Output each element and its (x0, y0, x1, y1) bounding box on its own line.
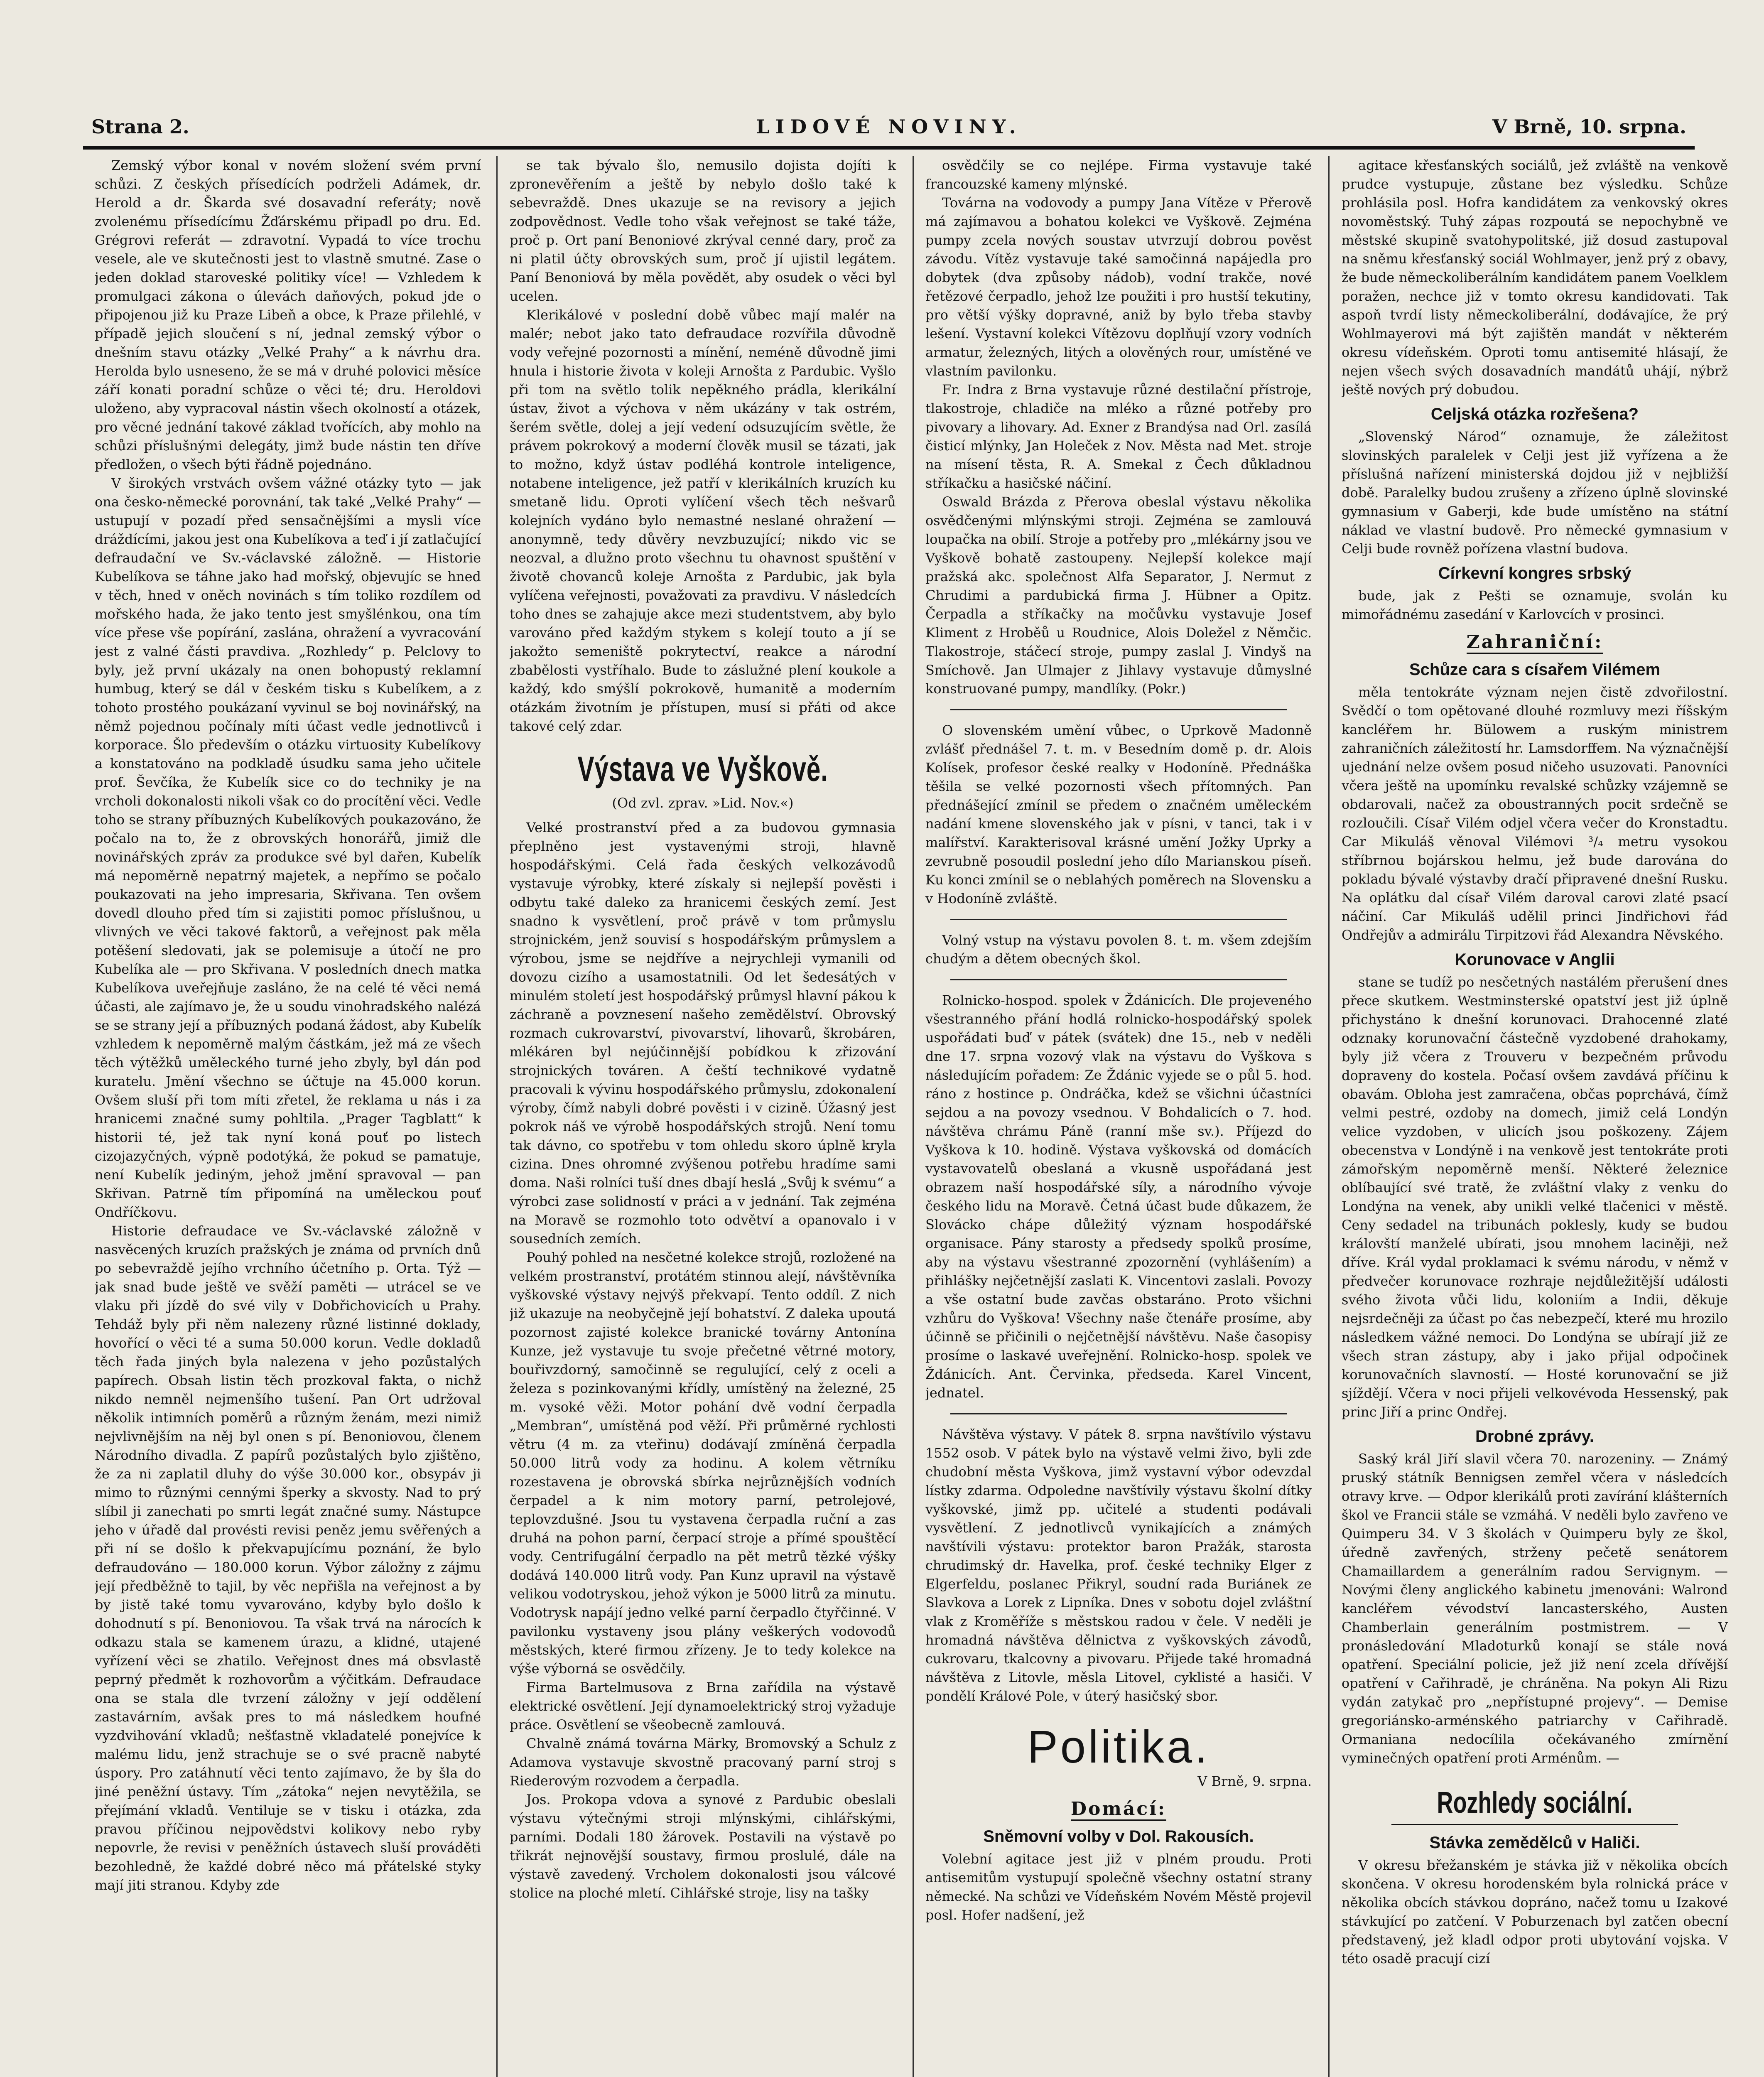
column-1 (95, 156, 481, 2077)
article-paragraph: „Slovenský Národ“ oznamuje, že záležitost slovinských paralelek v Celji jest již vyřízena a že příslušná nařízení ministerská dojdou již v nejbližší době. Paralelky budou zrušeny a zřízeno úplně slovinské gymnasium v Gaberji, kde bude umístěno na státní náklad ve vlastní budově. Pro německé gymnasium v Celji bude rovněž pořízena vlastní budova. (1342, 429, 1728, 557)
article-paragraph: Chvalně známá továrna Märky, Bromovský a Schulz z Adamova vystavuje skvostně pracovaný parní stroj s Riederovým rozvodem a čerpadla. (510, 1736, 896, 1789)
article-paragraph: Firma Bartelmusova z Brna zařídila na výstavě elektrické osvětlení. Její dynamoelektrický stroj vyžaduje práce. Osvětlení se všeobecně zamlouvá. (510, 1679, 896, 1733)
column-divider (1328, 156, 1330, 2077)
article-paragraph: O slovenském umění vůbec, o Uprkově Madonně zvlášť přednášel 7. t. m. v Besedním domě p. dr. Alois Kolísek, profesor české realky v Hodoníně. Přednáška těšila se velké pozornosti všech přítomných. Pan přednášející zmínil se předem o značném uměleckém nadání kmene slovenského jak v písni, v tanci, tak i v malířství. Karakterisoval krásné umění Jožky Uprky a zevrubně posoudil poslední jeho dílo Marianskou píseň. Ku konci zmínil se o neblahých poměrech na Slovensku a v Hodoníně zvláště. (925, 722, 1312, 906)
vystava-subheading: (Od zvl. zprav. »Lid. Nov.«) (612, 795, 794, 811)
politika-heading: Politika. (1027, 1721, 1210, 1773)
domaci-heading (925, 1797, 1312, 1822)
section-divider (950, 979, 1287, 980)
article-paragraph: Návštěva výstavy. V pátek 8. srpna navštívilo výstavu 1552 osob. V pátek bylo na výstavě velmi živo, byli zde chudobní města Vyškova, jimž vystavní výbor odevzdal lístky zdarma. Odpoledne navštívily výstavu školní dítky vyškovské, jimž pp. učitelé a studenti podávali vysvětlení. Z jednotlivců vynikajících a známých navštívili výstavu: protektor baron Pražák, starosta chrudimský dr. Havelka, prof. české techniky Elger z Elgerfeldu, poslanec Přikryl, soudní rada Buriánek ze Slavkova a Lorek z Lipníka. Dnes v sobotu dojel zvláštní vlak z Kroměříže s městskou radou v čele. V neděli je hromadná návštěva dělnictva z vyškovských závodů, cukrovaru, tkalcovny a pivovaru. Přijede také hromadná návštěva z Litovle, měsla Litovel, cyklisté a hasiči. V pondělí Králové Pole, v úterý hasičský sbor. (925, 1426, 1312, 1704)
column-3 (925, 156, 1312, 2077)
column-divider (496, 156, 498, 2077)
article-paragraph: se tak bývalo šlo, nemusilo dojista dojíti k zpronevěřením a ještě by nebylo došlo také k sebevraždě. Dnes ukazuje se na revisory a jejich zodpovědnost. Vedle toho však veřejnost se také táže, proč p. Ort paní Benoniové zkrýval cenné dary, proč za ni platil účty obrovských sum, proč jí ujistil legátem. Paní Benoniová by měla povědět, aby osudek o věci byl ucelen. (510, 157, 896, 304)
article-paragraph: Volný vstup na výstavu povolen 8. t. m. všem zdejším chudým a dětem obecných škol. (925, 932, 1312, 967)
article-paragraph: Fr. Indra z Brna vystavuje různé destilační přístroje, tlakostroje, chladiče na mléko a různé potřeby pro pivovary a lihovary. Ad. Exner z Brandýsa nad Orl. zasílá čisticí mlýnky, Jan Holeček z Nov. Města nad Met. stroje na mísení těsta, R. A. Smekal z Čech důkladnou stříkačku a hasičské náčiní. (925, 382, 1312, 491)
section-divider (950, 1413, 1287, 1414)
column-divider (913, 156, 914, 2077)
cirkevni-heading: Církevní kongres srbský (1438, 564, 1632, 582)
article-paragraph: V okresu břežanském je stávka již v několika obcích skončena. V okresu horodenském byla rolnická práce v několika obcích stávkou dopráno, načež tomu u Izakové stávkující po zatčení. V Poburzenach byl zatčen obecní představený, jež kladl odpor proti ubytování vojska. V této osadě pracují cizí (1342, 1857, 1728, 1967)
article-paragraph: Saský král Jiří slavil včera 70. narozeniny. — Známý pruský státník Bennigsen zemřel včera v následcích otravy krve. — Odpor klerikálů proti zavírání klášterních škol ve Francii stále se vzmáhá. V neděli bylo zavřeno ve Quimperu 34. V 3 školách v Quimperu byly ze škol, úředně zavřených, strženy pečetě senátorem Chamaillardem a generálním radou Servignym. — Novými členy anglického kabinetu jmenováni: Walrond kancléřem vévodství lancasterského, Austen Chamberlain generálním postmistrem. — V pronásledování Mladoturků konají se stále nová opatření. Speciální policie, jež již není zcela dřívější opatření v Cařihradě, je chráněna. Na pokyn Ali Rizu vydán zatykač pro „nepřístupné projevy“. — Demise gregoriánsko-arménského patriarchy v Cařihradě. Ormaniana nedocílila očekávaného zmírnění vyminečných opatření proti Arménům. — (1342, 1451, 1728, 1766)
masthead (83, 111, 1695, 140)
korunovace-heading: Korunovace v Anglii (1455, 950, 1615, 969)
vystava-heading: Výstava ve Vyškově. (577, 749, 828, 788)
column-2 (510, 156, 896, 2077)
article-paragraph: měla tentokráte význam nejen čistě zdvořilostní. Svědčí o tom opětované dlouhé rozmluvy mezi říšským kancléřem hr. Bülowem a ruským ministrem zahraničních záležitostí hr. Lamsdorffem. Na význačnější ujednání nelze ovšem posud ničeho usuzovati. Panovníci včera ještě na upomínku revalské schůzky vzájemně se obdarovali, načež za oboustranných pocit srdečně se rozloučili. Císař Vilém odjel včera večer do Kronstadtu. Car Mikuláš věnoval Vilémovi ³/₄ metru vysokou stříbrnou bojárskou helmu, jež bude darována do pokladu bývalé výstavby dračí připravené dnešní Rusku. Na oplátku dal císař Vilém daroval carovi zlaté psací náčiní. Car Mikuláš udělil princi Jindřichovi řád Ondřejův a admirálu Tirpitzovi řád Alexandra Něvského. (1342, 684, 1728, 943)
masthead-rule (83, 146, 1695, 150)
article-paragraph: stane se tudíž po nesčetných nastálém přerušení dnes přece skutkem. Westminsterské opatství jest již úplně přichystáno k dnešní korunovaci. Drahocenné zlaté odznaky korunovační částečně vyzdobené drahokamy, byly již včera z Trouveru v bezpečném průvodu dopraveny do kostela. Počasí ovšem zavdává příčinu k obavám. Obloha jest zamračena, občas poprchává, čímž velmi pestré, ozdoby na domech, jimiž celá Londýn velice vyzdoben, v ulicích jsou poškozeny. Zájem obecenstva v Londýně i na venkově jest tentokráte proti zámořským nepoměrně menší. Některé železnice oblíbaující své tratě, že zvláštní vlaky z venku do Londýna na venek, aby unikli velké tlačenici v městě. Ceny sedadel na tribunách poklesly, kudy se budou královští manželé ubírati, jsou mnohem laciněji, než dříve. Král vydal proklamaci k svému národu, v němž v předvečer korunovace rozhraje nejdůležitější události svého života vůči lidu, koloniím a Indii, děkuje nejsrdečněji za účast po čas nebezpečí, které mu hrozilo následkem vážné nemoci. Do Londýna se ubírají již ze všech stran zástupy, aby i jako přijal odpočinek korunovačních slavností. — Hosté korunovační se již sjíždějí. Včera v noci přijeli velkovévoda Hessenský, pak princ Jiří a princ Ondřej. (1342, 974, 1728, 1420)
volby-heading: Sněmovní volby v Dol. Rakousích. (983, 1827, 1254, 1846)
zahranicni-heading-text: Zahraniční: (1467, 631, 1603, 654)
article-paragraph: Velké prostranství před a za budovou gymnasia přeplněno jest vystavenými stroji, hlavně hospodářskými. Celá řada českých velkozávodů vystavuje výrobky, které získaly si nejlepší pověsti i odbytu také daleko za hranicemi českých zemí. Jest snadno k vysvětlení, proč právě v tom průmyslu strojnickém, jenž souvisí s hospodářským průmyslem a výrobou, jsme se nejdříve a nejrychleji vymanili od dovozu cizího a usamostatnili. Od let šedesátých v minulém století jest hospodářský průmysl hlavní pákou k záchraně a povznesení našeho zemědělství. Obrovský rozmach cukrovarství, pivovarství, lihovarů, škrobáren, mlékáren byl nejúčinnější pobídkou k zřizování strojnických továren. A čeští technikové vydatně pracovali k vývinu hospodářského průmyslu, zdokonalení výroby, čímž nabyli dobré pověsti i v cizině. Úžasný jest pokrok náš ve výrobě hospodářských strojů. Není tomu tak dávno, co spotřebu v tom ohledu skoro úplně kryla cizina. Dnes ohromné zvýšenou potřebu hradíme sami doma. Naši rolníci tuší dnes dbají heslá „Svůj k svému“ a výrobci zase solidností v práci a v jednání. Tak zejména na Moravě se rozmohlo toto odvětví a opanovalo i v sousedních zemích. (510, 820, 896, 1247)
politika-dateline: V Brně, 9. srpna. (1197, 1773, 1312, 1789)
stavka-heading: Stávka zemědělců v Haliči. (1429, 1834, 1640, 1852)
article-paragraph: Oswald Brázda z Přerova obeslal výstavu několika osvědčenými mlýnskými stroji. Zejména se zamlouvá loupačka na obilí. Stroje a potřeby pro „mlékárny jsou ve Vyškově bohatě zastoupeny. Nejlepší kolekce mají pražská akc. společnost Alfa Separator, J. Nermut z Chrudimi a pardubická firma J. Hübner a Opitz. Čerpadla a stříkačky na močůvku vystavuje Josef Kliment z Hroběů u Roudnice, Alois Doležel z Němčic. Tlakostroje, stáčecí stroje, pumpy zaslal J. Vindyš na Smíchově. Jan Ulmajer z Jihlavy vystavuje důmyslné konstruované pumpy, mandlíky. (Pokr.) (925, 494, 1312, 697)
cesar-heading: Schůze cara s císařem Vilémem (1409, 660, 1661, 679)
article-paragraph: Volební agitace jest již v plném proudu. Proti antisemitům vystupují společně všechny ostatní strany německé. Na schůzi ve Vídeňském Novém Městě projevil posl. Hofer nadšení, jež (925, 1851, 1312, 1923)
section-divider (950, 709, 1287, 710)
article-paragraph: Pouhý pohled na nesčetné kolekce strojů, rozložené na velkém prostranství, protátém stinnou alejí, návštěvníka vyškovské výstavy nejvýš překvapí. Tento oddíl. Z nich již ukazuje na neobyčejně její bohatství. Z daleka upoutá pozornost zajisté kolekce branické továrny Antonína Kunze, jež vystavuje tu svoje přečetné větrné motory, bouřivzdorný, samočinně se regulující, celý z oceli a železa s pozinkovanými křídly, umístěný na železné, 25 m. vysoké věži. Motor pohání dvě vodní čerpadla „Membran“, umístěná pod věží. Při průměrné rychlosti větru (4 m. za vteřinu) dodávají zmíněná čerpadla 50.000 litrů vody za hodinu. A kolem větrníku rozestavena je obrovská sbírka nejrůznějších vodních čerpadel a k nim motory parní, petrolejové, teplovzdušné. Jsou tu vystavena čerpadla ruční a zas druhá na pohon parní, čerpací stroje a přímé spouštěcí vody. Centrifugální čerpadlo na pět metrů tězké výšky dodává 140.000 litrů vody. Pan Kunz upravil na výstavě velikou vodotryskou, jehož výkon je 5000 litrů za minutu. Vodotrysk napájí jedno velké parní čerpadlo čtyřčinné. V pavilonku vystaveny jsou plány veškerých vodovodů městských, které firmou zřízeny. Je to tedy kolekce na výše výborná se osvědčily. (510, 1250, 896, 1677)
article-paragraph: V širokých vrstvách ovšem vážné otázky tyto — jak ona česko-německé porovnání, tak také „Velké Prahy“ — ustupují v pozadí před sensačnějšími a mysli více dráždícími, jakou jest ona Kubelíkova a teď i jí zatlačující defraudační ve Sv.-václavské záložně. — Historie Kubelíkova se táhne jako had mořský, objevujíc se hned v těch, hned v oněch novinách s tím toliko rozdílem od mořského hada, že jako tento jest smyšlénkou, ona tím více přese vše popírání, zaslána, ohražení a vyvracování jest z valné části pravdiva. „Rozhledy“ p. Pelclovy to byly, jež první ukázaly na onen bohopustý reklamní humbug, který se dál v českém tisku s Kubelíkem, a z tohoto prostého poukázaní vyvinul se boj novinářský, na němž pojednou počínaly míti účast vedle jednotlivců i korporace. Šlo především o otázku virtuosity Kubelíkovy a konstatováno na podkladě úsudku sama jeho učitele prof. Ševčíka, že Kubelík sice co do techniky je na vrcholi dokonalosti nikoli však co do procítění věci. Vedle toho se strany příbuzných Kubelíkových poukazováno, že počalo na to, že z obrovských honorářů, jimiž dle novinářských zpráv za produkce své byl dařen, Kubelík má nepoměrně nepatrný majetek, a nepřímo se počalo poukazovati na jeho impresaria, Skřivana. Ten ovšem dovedl dlouho před tím si zajistiti pomoc příslušnou, u vlivných ve věci takové faktorů, a veřejnost pak měla potěšení sledovati, jak se polemisuje a útočí ne pro Kubelíka ale — pro Skřivana. V posledních dnech matka Kubelíkova uveřejňuje zasláno, že na celé té věci nemá účasti, ale zajímavo je, že u soudu vinohradského nalézá se se strany její a příbuzných podaná žádost, aby Kubelík vzhledem k nepoměrně malým částkám, jež má ze všech těch výtěžků uměleckého turné jeho zbyly, byl dán pod kuratelu. Jmění všechno se účtuje na 45.000 korun. Ovšem sluší při tom míti zřetel, že reklama u nás i za hranicemi značné sumy pohltila. „Prager Tagblatt“ k historii té, jež tak nyní koná pouť po listech cizojazyčných, výpně podotýká, že pokud se pamatuje, není Kubelík jediným, jehož jmění spravoval — pan Skřivan. Patrně tím připomíná na uměleckou pouť Ondříčkovu. (95, 475, 481, 1220)
issue-date: V Brně, 10. srpna. (1492, 115, 1686, 138)
section-divider (950, 919, 1287, 920)
article-paragraph: Rolnicko-hospod. spolek v Ždánicích. Dle projeveného všestranného přání hodlá rolnicko-hospodářský spolek uspořádati buď v pátek (svátek) dne 15., neb v neděli dne 17. srpna vozový vlak na výstavu do Vyškova s následujícím pořadem: Ze Ždánic vyjede se o půl 5. hod. ráno z hostince p. Ondráčka, kdež se všichni účastníci sejdou a na povozy vsednou. V Bohdalicích o 7. hod. návštěva chrámu Páně (ranní mše sv.). Příjezd do Vyškova k 10. hodině. Výstava vyškovská od domácích vystavovatelů obeslaná a vkusně uspořádaná jest obrazem naší hospodářské síly, a národního vývoje českého lidu na Moravě. Četná účast bude důkazem, že Slovácko chápe důležitý význam hospodářské organisace. Pány starosty a předsedy spolků prosíme, aby na výstavu všestranné zpozornění (vyhlášením) a přihlášky nejčetnější zaslati K. Vincentovi zaslali. Povozy a vše ostatní bude zavčas obstaráno. Proto všichni vzhůru do Vyškova! Všechny naše čtenáře prosíme, aby účinně se přičinili o nejčetnější návštěvu. Naše časopisy prosíme o laskavé uveřejnění. Rolnicko-hosp. spolek ve Ždánicích. Ant. Červinka, předseda. Karel Vincent, jednatel. (925, 992, 1312, 1401)
article-paragraph: bude, jak z Pešti se oznamuje, svolán ku mimořádnému zasedání v Karlovcích v prosinci. (1342, 588, 1728, 622)
domaci-heading-text: Domácí: (1071, 1798, 1166, 1821)
section-divider (1391, 1824, 1678, 1825)
newspaper-title: LIDOVÉ NOVINY. (756, 115, 1022, 138)
socialni-heading: Rozhledy sociální. (1437, 1786, 1633, 1819)
article-paragraph: Zemský výbor konal v novém složení svém první schůzi. Z českých přísedících podrželi Adámek, dr. Herold a dr. Škarda své dosavadní referáty; nově zvolenému přísedícímu Žďárskému připadl po dru. Ed. Grégrovi referát — zdravotní. Vypadá to více trochu vesele, ale ve skutečnosti jest to vlastně smutné. Zase o jeden doklad staroveské politiky více! — Vzhledem k promulgaci zákona o úlevách daňových, pokud jde o připojenou již ku Praze Libeň a obce, k Praze přilehlé, v případě jejich sloučení s ní, jednal zemský výbor o dnešním stavu otázky „Velké Prahy“ a k návrhu dra. Herolda bylo usneseno, že se má v druhé polovici měsíce září konati poradní schůze o věci té; dru. Heroldovi uloženo, aby vypracoval nástin všech okolností a otázek, pro věcné jednání takové základ tvořících, aby mohlo na schůzi příslušnými delegáty, jimž bude nástin ten dříve předložen, o všech býti řádně pojednáno. (95, 157, 481, 472)
article-paragraph: Jos. Prokopa vdova a synové z Pardubic obeslali výstavu výtečnými stroji mlýnskými, cihlářskými, parními. Dodali 180 žárovek. Postavili na výstavě po třikrát nejnovější soustavy, firmou proslulé, dále na výstavě zavedený. Vrcholem dokonalosti jsou válcové stolice na ploché mletí. Cihlářské stroje, lisy na tašky (510, 1792, 896, 1901)
article-paragraph: Klerikálové v poslední době vůbec mají malér na malér; nebot jako tato defraudace rozvířila důvodně vody veřejné pozornosti a mínění, neméně důvodně jimi hnula i historie života v koleji Arnošta z Pardubic. Vyšlo při tom na světlo tolik nepěkného prádla, klerikální ústav, život a výchova v něm ukázány v tak ostrém, šerém světle, dolej a její vedení odsuzujícím světle, že právem pokrokový a moderní člověk musil se tázati, jak to možno, když ústav podléhá kontrole inteligence, notabene inteligence, jež patří v klerikálních kruzích ku smetaně lidu. Oproti vylíčení všech těch nešvarů kolejních vydáno bylo nemastné neslané ohražení — anonymně, tedy důvěry nevzbuzující; nikdo vic se neozval, a dlužno proto všechnu tu ohavnost spuštění v životě chovanců koleje Arnošta z Pardubic, jak byla vylíčena veřejnosti, považovati za pravdivu. V následcích toho dnes se zahajuje akce mezi studentstvem, aby bylo varováno před každým stykem s kolejí touto a jí se jakožto semeniště pokrytectví, reakce a národní zbabělosti vystříhalo. Bude to záslužné plení koukole a každý, kdo smýšlí pokrokově, humanitě a moderním otázkám životním je přístupen, musí si přáti od akce takové celý zdar. (510, 307, 896, 734)
article-paragraph: Historie defraudace ve Sv.-václavské záložně v nasvěcených kruzích pražských je známa od prvních dnů po sebevraždě jejího vrchního účetního p. Orta. Týž — jak snad bude ještě ve svěží paměti — utrácel se ve vlaku při jízdě do své vily v Dobřichovicích u Prahy. Tehdáž byly při něm nalezeny různé listinné doklady, hovořící o věci té a suma 50.000 korun. Vedle dokladů těch řada jiných byla nalezena v jeho pozůstalých papírech. Obsah listin těch prozkoval fakta, o nichž nikdo nemněl nejmenšího tušení. Pan Ort udržoval několik intimních poměrů a různým ženám, mezi nimiž nejvlivnějším na něj byl onen s pí. Benoniovou, členem Národního divadla. Z papírů pozůstalých bylo zjištěno, že za ni zaplatil dluhy do výše 30.000 kor., obsypáv ji mimo to různými cennými šperky a skvosty. Nad to prý slíbil ji zanechati po smrti legát značné sumy. Nástupce jeho v úřadě dal provésti revisi peněz jemu svěřených a při ní se došlo k překvapujícímu poznání, že bylo defraudováno — 180.000 korun. Výbor záložny z zájmu její předběžně to tajil, by věc nepřišla na veřejnost a by by jistě také tomu vyvarováno, kdyby bylo došlo k dohodnutí s pí. Benoniovou. Ta však trvá na nárocích k odkazu stala se kamenem úrazu, a klidné, utajené vyřízení věci se zhatilo. Veřejnost dnes má obsvlastě peprný předmět k rozhovorům a výčitkám. Defraudace ona se stala dle tvrzení záložny v její oddělení zastavárním, avšak pres to má následkem houfné vyzdvihování vkladů; nešťastně vkladatelé ponejvíce k malému lidu, jenž strachuje se o své pracně nabyté úspory. Pro zatáhnutí věci tento zajímavo, že by šla do jiné peněžní ústavy. Tím „zátoka“ nejen nevytěžila, se přejímání vkladů. Ventiluje se v tisku i otázka, zda pravou příčinou nejpovědstvi kolikovy nebo ryby nepovrle, že revisi v peněžních ústavech sluší prováděti bezohledně, že každé dobré něco má přátelské styky mají jiti stranou. Kdyby zde (95, 1223, 481, 1893)
article-paragraph: Továrna na vodovody a pumpy Jana Vítěze v Přerově má zajímavou a bohatou kolekci ve Vyškově. Zejména pumpy zcela nových soustav utvrzují dobrou pověst závodu. Vítěz vystavuje také samočinná napájedla pro dobytek (dva způsoby nádob), vodní trakče, nové řetězové čerpadlo, jehož lze použiti i pro hustší tekutiny, pro větší výšky dopravné, aniž by bylo třeba stavby lešení. Vystavní kolekci Vítězovu doplňují vzory vodních armatur, železných, litých a olověných rour, umístěné ve vlastním pavilonku. (925, 195, 1312, 379)
article-paragraph: agitace křesťanských sociálů, jež zvláště na venkově prudce vystupuje, zůstane bez výsledku. Schůze prohlásila posl. Hofra kandidátem za venkovský okres novoměstský. Tuhý zápas rozpoutá se nepochybně ve městské skupině svatohypolitské, již dosud zastupoval na sněmu křesťanský sociál Wohlmayer, jenž prý z obavy, že bude německoliberálním kandidátem panem Voelklem poražen, nechce již v tomto okresu kandidovati. Tak aspoň tvrdí listy německoliberální, dodávajíce, že prý Wohlmayerovi má být zajištěn mandát v některém okresu vídeňském. Oproti tomu antisemité hlásají, že nejen všech svých dosavadních mandátů uhájí, nýbrž ještě nových prý dobudou. (1342, 157, 1728, 398)
page-number: Strana 2. (91, 115, 189, 138)
column-4 (1342, 156, 1728, 2077)
celjska-heading: Celjská otázka rozřešena? (1430, 405, 1639, 423)
article-paragraph: osvědčily se co nejlépe. Firma vystavuje také francouzské kameny mlýnské. (925, 157, 1312, 192)
drobne-heading: Drobné zprávy. (1475, 1427, 1594, 1446)
zahranicni-heading (1342, 630, 1728, 655)
